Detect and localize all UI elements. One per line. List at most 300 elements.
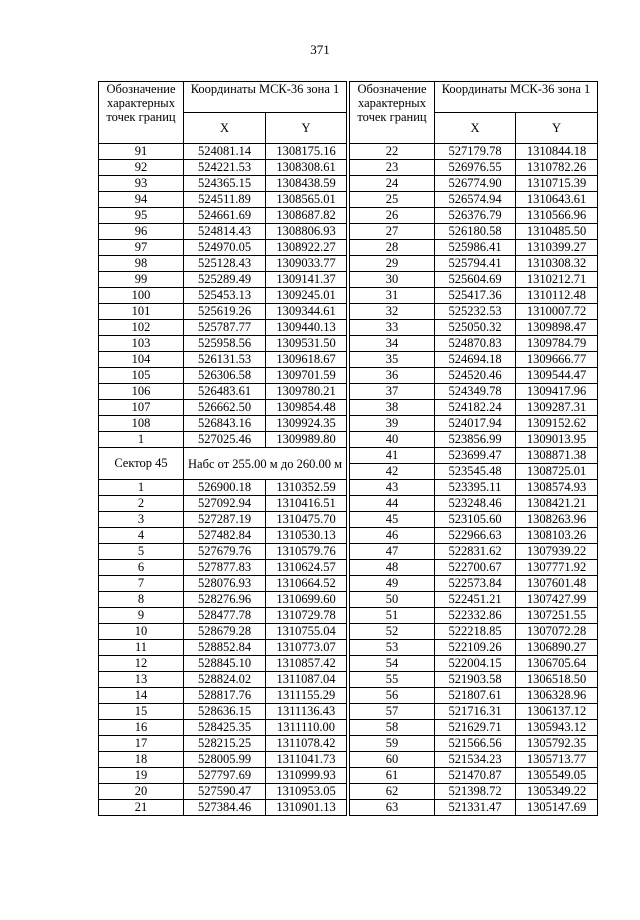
coord-y: 1307939.22 xyxy=(516,544,598,560)
coord-x: 528636.15 xyxy=(184,704,266,720)
table-row xyxy=(350,768,598,784)
point-number: 57 xyxy=(350,704,435,720)
coord-x: 522332.86 xyxy=(435,608,516,624)
coord-y: 1305549.05 xyxy=(516,768,598,784)
point-number: 42 xyxy=(350,464,435,480)
point-number: 5 xyxy=(99,544,184,560)
point-number: 45 xyxy=(350,512,435,528)
coord-y: 1311078.42 xyxy=(266,736,347,752)
coord-x: 521807.61 xyxy=(435,688,516,704)
coord-y: 1308806.93 xyxy=(266,224,347,240)
table-row xyxy=(99,432,347,448)
coord-x: 528425.35 xyxy=(184,720,266,736)
point-number: 106 xyxy=(99,384,184,400)
coord-y: 1309013.95 xyxy=(516,432,598,448)
coord-x: 528076.93 xyxy=(184,576,266,592)
coord-x: 526662.50 xyxy=(184,400,266,416)
coord-x: 524349.78 xyxy=(435,384,516,400)
coord-y: 1305349.22 xyxy=(516,784,598,800)
point-number: 51 xyxy=(350,608,435,624)
coord-x: 526483.61 xyxy=(184,384,266,400)
coord-x: 523395.11 xyxy=(435,480,516,496)
table-row xyxy=(350,208,598,224)
coord-y: 1310308.32 xyxy=(516,256,598,272)
table-row xyxy=(350,528,598,544)
coord-y: 1308687.82 xyxy=(266,208,347,224)
coord-x: 522004.15 xyxy=(435,656,516,672)
coord-y: 1309854.48 xyxy=(266,400,347,416)
point-number: 6 xyxy=(99,560,184,576)
coord-y: 1310416.51 xyxy=(266,496,347,512)
coord-y: 1308421.21 xyxy=(516,496,598,512)
point-number: 53 xyxy=(350,640,435,656)
table-row xyxy=(350,448,598,464)
point-number: 9 xyxy=(99,608,184,624)
coord-y: 1309898.47 xyxy=(516,320,598,336)
coord-y: 1309618.67 xyxy=(266,352,347,368)
point-number: 97 xyxy=(99,240,184,256)
coord-y: 1306328.96 xyxy=(516,688,598,704)
coord-y: 1309531.50 xyxy=(266,336,347,352)
coordinates-table-left xyxy=(98,81,347,816)
table-row xyxy=(350,256,598,272)
coord-x: 521470.87 xyxy=(435,768,516,784)
table-row xyxy=(99,720,347,736)
coord-y: 1310399.27 xyxy=(516,240,598,256)
table-row xyxy=(99,224,347,240)
point-number: 17 xyxy=(99,736,184,752)
coord-x: 524511.89 xyxy=(184,192,266,208)
point-number: 105 xyxy=(99,368,184,384)
coord-x: 527179.78 xyxy=(435,144,516,160)
table-row xyxy=(350,800,598,816)
coord-x: 524182.24 xyxy=(435,400,516,416)
point-number: 23 xyxy=(350,160,435,176)
coord-x: 525417.36 xyxy=(435,288,516,304)
table-row xyxy=(350,512,598,528)
table-row xyxy=(99,544,347,560)
point-number: 107 xyxy=(99,400,184,416)
table-row xyxy=(99,176,347,192)
table-row xyxy=(99,672,347,688)
coord-x: 524661.69 xyxy=(184,208,266,224)
table-row xyxy=(99,192,347,208)
coord-y: 1310624.57 xyxy=(266,560,347,576)
coord-y: 1310953.05 xyxy=(266,784,347,800)
coord-y: 1311041.73 xyxy=(266,752,347,768)
coord-x: 525050.32 xyxy=(435,320,516,336)
coord-y: 1307601.48 xyxy=(516,576,598,592)
point-number: 103 xyxy=(99,336,184,352)
table-row xyxy=(99,608,347,624)
coord-y: 1307072.28 xyxy=(516,624,598,640)
point-number: 55 xyxy=(350,672,435,688)
coord-y: 1309033.77 xyxy=(266,256,347,272)
point-number: 35 xyxy=(350,352,435,368)
table-row xyxy=(350,416,598,432)
coord-x: 528215.25 xyxy=(184,736,266,752)
coord-x: 525453.13 xyxy=(184,288,266,304)
point-number: 20 xyxy=(99,784,184,800)
coord-x: 527287.19 xyxy=(184,512,266,528)
coord-y: 1307427.99 xyxy=(516,592,598,608)
coord-x: 527482.84 xyxy=(184,528,266,544)
coord-x: 522109.26 xyxy=(435,640,516,656)
coord-y: 1306137.12 xyxy=(516,704,598,720)
coord-x: 523699.47 xyxy=(435,448,516,464)
point-number: 60 xyxy=(350,752,435,768)
table-row xyxy=(350,608,598,624)
coord-x: 524081.14 xyxy=(184,144,266,160)
coord-x: 527590.47 xyxy=(184,784,266,800)
coord-y: 1309780.21 xyxy=(266,384,347,400)
coord-y: 1310643.61 xyxy=(516,192,598,208)
table-row xyxy=(99,560,347,576)
coord-y: 1309989.80 xyxy=(266,432,347,448)
point-number: 32 xyxy=(350,304,435,320)
coord-y: 1310579.76 xyxy=(266,544,347,560)
coord-x: 522451.21 xyxy=(435,592,516,608)
point-number: 95 xyxy=(99,208,184,224)
table-row xyxy=(99,640,347,656)
point-number: 100 xyxy=(99,288,184,304)
coord-x: 528824.02 xyxy=(184,672,266,688)
sector-row xyxy=(99,448,347,480)
coord-y: 1309344.61 xyxy=(266,304,347,320)
coord-y: 1310352.59 xyxy=(266,480,347,496)
coord-y: 1310212.71 xyxy=(516,272,598,288)
coord-x: 525794.41 xyxy=(435,256,516,272)
coord-x: 522831.62 xyxy=(435,544,516,560)
point-number: 34 xyxy=(350,336,435,352)
coord-x: 524870.83 xyxy=(435,336,516,352)
coord-x: 527797.69 xyxy=(184,768,266,784)
table-row xyxy=(350,576,598,592)
coord-y: 1309141.37 xyxy=(266,272,347,288)
point-number: 58 xyxy=(350,720,435,736)
coord-x: 526376.79 xyxy=(435,208,516,224)
point-number: 104 xyxy=(99,352,184,368)
coord-y: 1308175.16 xyxy=(266,144,347,160)
table-row xyxy=(99,528,347,544)
coord-y: 1309417.96 xyxy=(516,384,598,400)
coord-y: 1309440.13 xyxy=(266,320,347,336)
coord-y: 1308574.93 xyxy=(516,480,598,496)
coord-y: 1308922.27 xyxy=(266,240,347,256)
table-row xyxy=(350,240,598,256)
point-number: 22 xyxy=(350,144,435,160)
coord-x: 522218.85 xyxy=(435,624,516,640)
coord-y: 1306890.27 xyxy=(516,640,598,656)
page-number: 371 xyxy=(310,42,330,57)
table-row xyxy=(350,464,598,480)
coord-y: 1310999.93 xyxy=(266,768,347,784)
table-row xyxy=(99,368,347,384)
table-row xyxy=(350,272,598,288)
point-number: 1 xyxy=(99,432,184,448)
coord-x: 525289.49 xyxy=(184,272,266,288)
coord-y: 1307251.55 xyxy=(516,608,598,624)
table-row xyxy=(350,352,598,368)
table-row xyxy=(99,704,347,720)
coord-x: 524814.43 xyxy=(184,224,266,240)
coord-x: 528852.84 xyxy=(184,640,266,656)
table-row xyxy=(99,320,347,336)
table-row xyxy=(99,496,347,512)
point-number: 19 xyxy=(99,768,184,784)
coord-x: 525128.43 xyxy=(184,256,266,272)
table-row xyxy=(350,736,598,752)
header-x: X xyxy=(184,113,266,144)
table-row xyxy=(350,720,598,736)
point-number: 28 xyxy=(350,240,435,256)
table-row xyxy=(350,480,598,496)
coord-y: 1306518.50 xyxy=(516,672,598,688)
coord-x: 527384.46 xyxy=(184,800,266,816)
coord-y: 1308725.01 xyxy=(516,464,598,480)
coord-x: 526574.94 xyxy=(435,192,516,208)
point-number: 8 xyxy=(99,592,184,608)
coord-x: 521716.31 xyxy=(435,704,516,720)
table-row xyxy=(99,384,347,400)
coord-x: 527679.76 xyxy=(184,544,266,560)
sector-height-range: Набс от 255.00 м до 260.00 м xyxy=(184,448,347,480)
table-row xyxy=(99,352,347,368)
coord-x: 526131.53 xyxy=(184,352,266,368)
table-row xyxy=(99,736,347,752)
header-coordinates: Координаты МСК-36 зона 1 xyxy=(184,82,347,113)
point-number: 38 xyxy=(350,400,435,416)
point-number: 27 xyxy=(350,224,435,240)
point-number: 7 xyxy=(99,576,184,592)
point-number: 41 xyxy=(350,448,435,464)
point-number: 33 xyxy=(350,320,435,336)
table-row xyxy=(99,288,347,304)
table-row xyxy=(350,368,598,384)
coord-x: 523105.60 xyxy=(435,512,516,528)
point-number: 11 xyxy=(99,640,184,656)
table-row xyxy=(350,160,598,176)
coord-y: 1306705.64 xyxy=(516,656,598,672)
coord-y: 1310729.78 xyxy=(266,608,347,624)
coord-y: 1310782.26 xyxy=(516,160,598,176)
point-number: 26 xyxy=(350,208,435,224)
coord-y: 1310755.04 xyxy=(266,624,347,640)
table-row xyxy=(350,432,598,448)
table-row xyxy=(350,672,598,688)
point-number: 46 xyxy=(350,528,435,544)
point-number: 2 xyxy=(99,496,184,512)
coord-y: 1309245.01 xyxy=(266,288,347,304)
point-number: 39 xyxy=(350,416,435,432)
coord-x: 521629.71 xyxy=(435,720,516,736)
point-number: 61 xyxy=(350,768,435,784)
coord-y: 1310485.50 xyxy=(516,224,598,240)
point-number: 37 xyxy=(350,384,435,400)
coord-x: 521398.72 xyxy=(435,784,516,800)
coord-y: 1310901.13 xyxy=(266,800,347,816)
table-row xyxy=(99,656,347,672)
coord-y: 1305792.35 xyxy=(516,736,598,752)
coord-y: 1310699.60 xyxy=(266,592,347,608)
coord-y: 1308871.38 xyxy=(516,448,598,464)
coord-x: 526774.90 xyxy=(435,176,516,192)
point-number: 14 xyxy=(99,688,184,704)
table-row xyxy=(350,656,598,672)
point-number: 54 xyxy=(350,656,435,672)
coord-y: 1310475.70 xyxy=(266,512,347,528)
coord-y: 1311087.04 xyxy=(266,672,347,688)
coord-x: 521566.56 xyxy=(435,736,516,752)
table-row xyxy=(350,688,598,704)
coord-x: 525986.41 xyxy=(435,240,516,256)
point-number: 59 xyxy=(350,736,435,752)
table-row xyxy=(99,240,347,256)
header-coordinates: Координаты МСК-36 зона 1 xyxy=(435,82,598,113)
coord-x: 527025.46 xyxy=(184,432,266,448)
coord-x: 524520.46 xyxy=(435,368,516,384)
point-number: 36 xyxy=(350,368,435,384)
coord-x: 522966.63 xyxy=(435,528,516,544)
table-row xyxy=(350,224,598,240)
table-row xyxy=(99,208,347,224)
coord-x: 522700.67 xyxy=(435,560,516,576)
coord-y: 1309666.77 xyxy=(516,352,598,368)
coord-y: 1310844.18 xyxy=(516,144,598,160)
point-number: 25 xyxy=(350,192,435,208)
table-row xyxy=(350,320,598,336)
coord-x: 525232.53 xyxy=(435,304,516,320)
table-row xyxy=(99,336,347,352)
header-y: Y xyxy=(516,113,598,144)
coord-x: 526180.58 xyxy=(435,224,516,240)
coord-x: 523856.99 xyxy=(435,432,516,448)
point-number: 63 xyxy=(350,800,435,816)
table-row xyxy=(99,416,347,432)
table-row xyxy=(99,400,347,416)
point-number: 21 xyxy=(99,800,184,816)
point-number: 13 xyxy=(99,672,184,688)
coordinates-table-right xyxy=(349,81,598,816)
point-number: 94 xyxy=(99,192,184,208)
coord-x: 524221.53 xyxy=(184,160,266,176)
coord-y: 1309701.59 xyxy=(266,368,347,384)
coord-y: 1305147.69 xyxy=(516,800,598,816)
coord-x: 525604.69 xyxy=(435,272,516,288)
point-number: 52 xyxy=(350,624,435,640)
table-row xyxy=(99,160,347,176)
point-number: 92 xyxy=(99,160,184,176)
coord-x: 527092.94 xyxy=(184,496,266,512)
table-row xyxy=(350,288,598,304)
point-number: 98 xyxy=(99,256,184,272)
table-row xyxy=(350,544,598,560)
coord-x: 526306.58 xyxy=(184,368,266,384)
coord-x: 524017.94 xyxy=(435,416,516,432)
table-row xyxy=(350,400,598,416)
table-row xyxy=(99,784,347,800)
coord-x: 525958.56 xyxy=(184,336,266,352)
header-designation: Обозначение характерных точек границ xyxy=(350,82,435,144)
table-row xyxy=(99,800,347,816)
point-number: 101 xyxy=(99,304,184,320)
coord-y: 1310007.72 xyxy=(516,304,598,320)
coord-y: 1308565.01 xyxy=(266,192,347,208)
coord-y: 1309152.62 xyxy=(516,416,598,432)
point-number: 29 xyxy=(350,256,435,272)
coord-x: 528845.10 xyxy=(184,656,266,672)
coord-y: 1309544.47 xyxy=(516,368,598,384)
point-number: 50 xyxy=(350,592,435,608)
coord-x: 527877.83 xyxy=(184,560,266,576)
point-number: 48 xyxy=(350,560,435,576)
point-number: 49 xyxy=(350,576,435,592)
point-number: 12 xyxy=(99,656,184,672)
table-row xyxy=(350,176,598,192)
point-number: 47 xyxy=(350,544,435,560)
point-number: 102 xyxy=(99,320,184,336)
point-number: 96 xyxy=(99,224,184,240)
point-number: 3 xyxy=(99,512,184,528)
coord-y: 1309924.35 xyxy=(266,416,347,432)
coord-x: 521534.23 xyxy=(435,752,516,768)
table-row xyxy=(99,512,347,528)
coord-x: 526843.16 xyxy=(184,416,266,432)
point-number: 108 xyxy=(99,416,184,432)
table-row xyxy=(350,704,598,720)
table-row xyxy=(350,592,598,608)
point-number: 24 xyxy=(350,176,435,192)
point-number: 56 xyxy=(350,688,435,704)
coord-y: 1305943.12 xyxy=(516,720,598,736)
point-number: 10 xyxy=(99,624,184,640)
point-number: 1 xyxy=(99,480,184,496)
table-row xyxy=(350,144,598,160)
coord-x: 521331.47 xyxy=(435,800,516,816)
table-row xyxy=(99,768,347,784)
coord-x: 528005.99 xyxy=(184,752,266,768)
coord-x: 524970.05 xyxy=(184,240,266,256)
table-row xyxy=(99,480,347,496)
table-row xyxy=(99,592,347,608)
sector-label: Сектор 45 xyxy=(99,448,184,480)
coord-x: 521903.58 xyxy=(435,672,516,688)
coord-y: 1311110.00 xyxy=(266,720,347,736)
table-row xyxy=(99,304,347,320)
coord-y: 1310857.42 xyxy=(266,656,347,672)
table-row xyxy=(350,496,598,512)
table-row xyxy=(350,784,598,800)
coord-y: 1308438.59 xyxy=(266,176,347,192)
coord-x: 523248.46 xyxy=(435,496,516,512)
coord-x: 526976.55 xyxy=(435,160,516,176)
point-number: 91 xyxy=(99,144,184,160)
coord-y: 1309287.31 xyxy=(516,400,598,416)
coord-x: 524694.18 xyxy=(435,352,516,368)
coord-x: 525619.26 xyxy=(184,304,266,320)
coord-x: 525787.77 xyxy=(184,320,266,336)
table-row xyxy=(350,560,598,576)
table-row xyxy=(350,304,598,320)
coord-y: 1310664.52 xyxy=(266,576,347,592)
table-row xyxy=(350,752,598,768)
table-row xyxy=(99,752,347,768)
table-row xyxy=(99,272,347,288)
coord-x: 523545.48 xyxy=(435,464,516,480)
point-number: 15 xyxy=(99,704,184,720)
point-number: 62 xyxy=(350,784,435,800)
coord-y: 1308308.61 xyxy=(266,160,347,176)
